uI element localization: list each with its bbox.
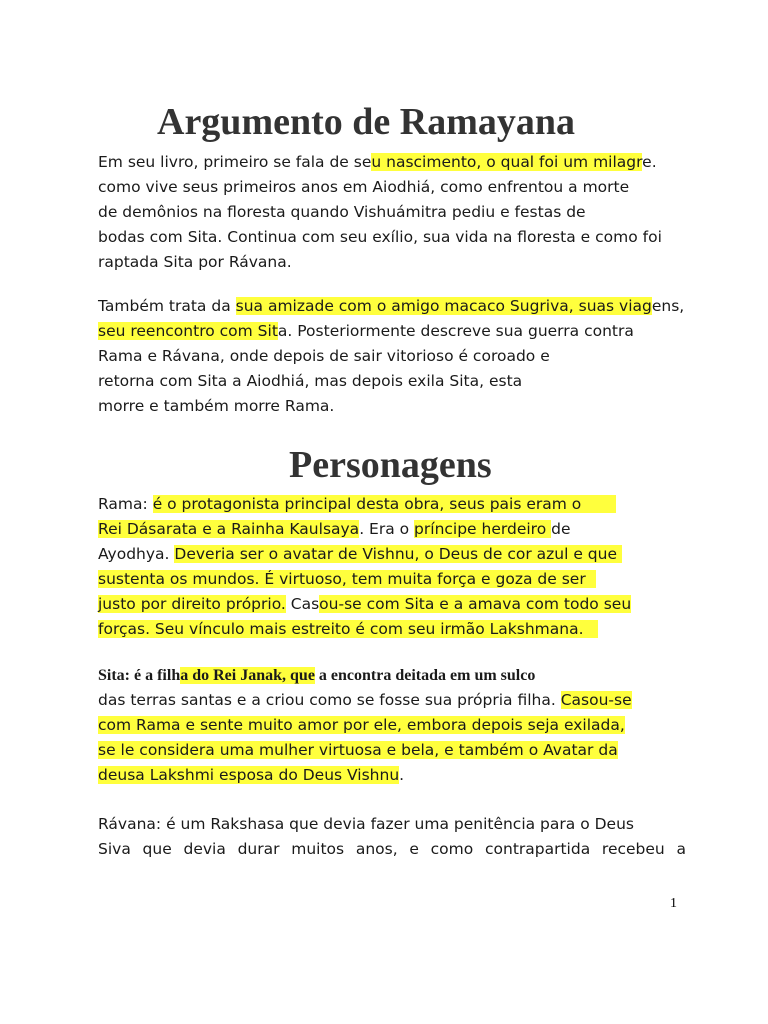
highlighted-text: com Rama e sente muito amor por ele, embora depois seja exilada, xyxy=(98,716,625,734)
text-line xyxy=(98,543,622,566)
text-line xyxy=(98,251,292,274)
text-run: raptada Sita por Rávana. xyxy=(98,253,292,271)
text-run: Também trata da xyxy=(98,297,236,315)
text-line xyxy=(98,176,629,199)
highlighted-text: Deveria ser o avatar de Vishnu, o Deus de cor azul e que xyxy=(174,545,622,563)
text-run: Rama e Rávana, onde depois de sair vitorioso é coroado e xyxy=(98,347,550,365)
text-line xyxy=(98,764,404,787)
text-line xyxy=(98,395,334,418)
text-line xyxy=(98,618,598,641)
text-line xyxy=(98,345,550,368)
text-run: Rama: xyxy=(98,495,153,513)
highlighted-text: sua amizade com o amigo macaco Sugriva, suas viag xyxy=(235,297,652,315)
text-run: bodas com Sita. Continua com seu exílio, sua vida na floresta e como foi xyxy=(98,228,662,246)
text-run: a encontra deitada em um sulco xyxy=(314,667,536,684)
text-line xyxy=(98,813,634,836)
text-run: Ayodhya. xyxy=(98,545,175,563)
text-run: ens, xyxy=(651,297,685,315)
highlighted-text: seu reencontro com Sit xyxy=(98,322,278,340)
text-run: . xyxy=(399,766,405,784)
text-line xyxy=(98,320,634,343)
text-run: Sita: é a filh xyxy=(98,667,181,684)
highlighted-text: ou-se com Sita e a amava com todo seu xyxy=(319,595,632,613)
text-run: das terras santas e a criou como se fosse sua própria filha. xyxy=(98,691,561,709)
text-run: Em seu livro, primeiro se fala de se xyxy=(98,153,372,171)
document-title: Argumento de Ramayana xyxy=(157,101,575,143)
text-line xyxy=(98,295,684,318)
highlighted-text: justo por direito próprio. xyxy=(98,595,286,613)
text-line xyxy=(98,689,632,712)
text-line xyxy=(98,714,625,737)
highlighted-text: sustenta os mundos. É virtuoso, tem muita força e goza de ser xyxy=(98,570,596,588)
highlighted-text: u nascimento, o qual foi um milagr xyxy=(371,153,643,171)
text-line xyxy=(98,518,570,541)
text-run: morre e também morre Rama. xyxy=(98,397,335,415)
text-run: como vive seus primeiros anos em Aiodhiá, como enfrentou a morte xyxy=(98,178,630,196)
text-line xyxy=(98,568,596,591)
highlighted-text: é o protagonista principal desta obra, seus pais eram o xyxy=(152,495,616,513)
text-line xyxy=(98,151,657,174)
text-line xyxy=(98,593,631,616)
text-line xyxy=(98,739,618,762)
text-line xyxy=(98,493,616,516)
text-line xyxy=(98,664,535,687)
page-number: 1 xyxy=(670,896,677,911)
text-line xyxy=(98,838,686,861)
text-run: de demônios na floresta quando Vishuámitra pediu e festas de xyxy=(98,203,586,221)
section-title: Personagens xyxy=(289,444,492,486)
highlighted-text: príncipe herdeiro xyxy=(414,520,552,538)
highlighted-text: Rei Dásarata e a Rainha Kaulsaya xyxy=(98,520,360,538)
highlighted-text: se le considera uma mulher virtuosa e bela, e também o Avatar da xyxy=(98,741,618,759)
text-line xyxy=(98,370,522,393)
text-run: retorna com Sita a Aiodhiá, mas depois exila Sita, esta xyxy=(98,372,523,390)
text-run: . Era o xyxy=(359,520,415,538)
text-run: Rávana: é um Rakshasa que devia fazer uma penitência para o Deus xyxy=(98,815,634,833)
highlighted-text: forças. Seu vínculo mais estreito é com seu irmão Lakshmana. xyxy=(98,620,599,638)
highlighted-text: Casou-se xyxy=(560,691,632,709)
highlighted-text: deusa Lakshmi esposa do Deus Vishnu xyxy=(98,766,400,784)
text-line xyxy=(98,201,586,224)
text-run: de xyxy=(551,520,571,538)
highlighted-text: a do Rei Janak, que xyxy=(180,667,315,684)
text-run: a. Posteriormente descreve sua guerra contra xyxy=(277,322,634,340)
text-line xyxy=(98,226,662,249)
text-run: Cas xyxy=(285,595,320,613)
text-run: Siva que devia durar muitos anos, e como contrapartida recebeu a xyxy=(98,840,686,858)
text-run: e. xyxy=(642,153,657,171)
